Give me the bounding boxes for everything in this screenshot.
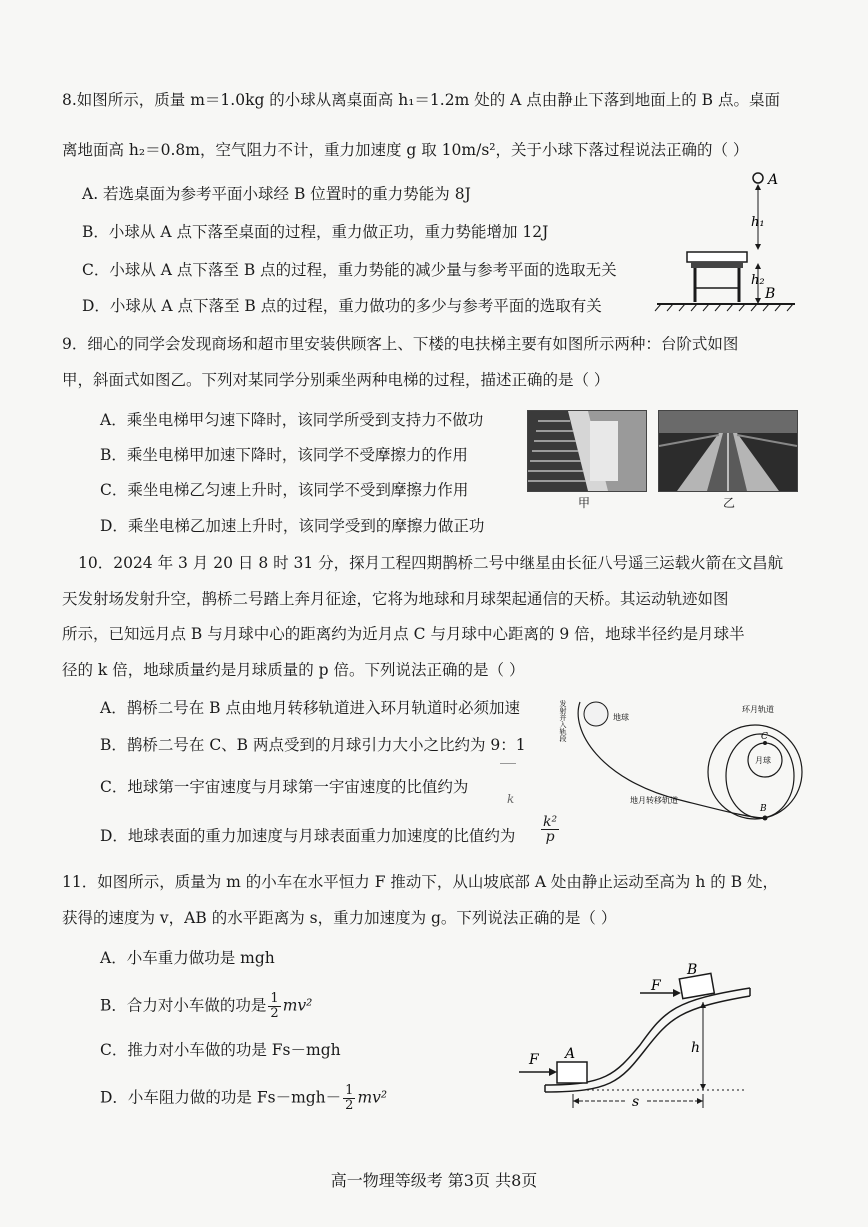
q9-option-c: C．乘坐电梯乙匀速上升时，该同学不受到摩擦力作用 [100, 481, 469, 499]
q9-stem-line1: 9．细心的同学会发现商场和超市里安装供顾客上、下楼的电扶梯主要有如图所示两种：台阶式如图 [62, 335, 739, 353]
label-h1: h₁ [751, 215, 765, 230]
q11-option-d-text: D．小车阻力做的功是 Fs－mgh－ [100, 1088, 342, 1107]
q10-option-c: C．地球第一宇宙速度与月球第一宇宙速度的比值约为 [100, 778, 469, 796]
q8-figure-table-ball [655, 168, 805, 313]
earth-icon [584, 702, 608, 726]
q11-optb-num: 1 [270, 991, 279, 1006]
q11-optd-den: 2 [345, 1098, 354, 1113]
label-launch: 发射并入轨段 [559, 700, 567, 742]
caption-yi: 乙 [723, 496, 736, 510]
q9-option-b: B．乘坐电梯甲加速下降时，该同学不受摩擦力的作用 [100, 446, 468, 464]
q11-option-c: C．推力对小车做的功是 Fs－mgh [100, 1041, 341, 1059]
label-f-bottom: F [529, 1052, 539, 1068]
q10-stem-line1: 10．2024 年 3 月 20 日 8 时 31 分，探月工程四期鹊桥二号中继星由长征八号遥三运载火箭在文昌航 [78, 554, 784, 572]
q9-option-d: D．乘坐电梯乙加速上升时，该同学受到的摩擦力做正功 [100, 517, 485, 535]
q11-optd-num: 1 [345, 1083, 354, 1098]
q10-optd-num: k² [543, 814, 558, 830]
q8-stem-line2: 离地面高 h₂＝0.8m，空气阻力不计，重力加速度 g 取 10m/s²，关于小球下落过程说法正确的（ ） [62, 141, 749, 159]
label-c: C [761, 732, 768, 742]
q9-option-a: A．乘坐电梯甲匀速下降时，该同学所受到支持力不做功 [100, 411, 484, 429]
label-b-slope: B [687, 962, 698, 978]
q11-option-a: A．小车重力做功是 mgh [100, 949, 275, 967]
label-a-slope: A [565, 1046, 576, 1062]
q8-option-a: A. 若选桌面为参考平面小球经 B 位置时的重力势能为 8J [82, 185, 471, 203]
q8-stem-line1: 8.如图所示，质量 m＝1.0kg 的小球从离桌面高 h₁＝1.2m 处的 A 点由静止下落到地面上的 B 点。桌面 [62, 91, 780, 109]
label-f-top: F [651, 978, 661, 994]
q10-option-d: D．地球表面的重力加速度与月球表面重力加速度的比值约为 [100, 827, 516, 845]
escalator-ramp-photo [658, 410, 798, 492]
label-b-orbit: B [760, 804, 767, 814]
q11-optb-den: 2 [270, 1006, 279, 1021]
q11-stem-line1: 11．如图所示，质量为 m 的小车在水平恒力 F 推动下，从山坡底部 A 处由静止运动至高为 h 的 B 处， [62, 873, 779, 891]
q8-option-b: B．小球从 A 点下落至桌面的过程，重力做正功，重力势能增加 12J [82, 223, 549, 241]
label-h: h [691, 1040, 701, 1056]
q10-option-a: A．鹊桥二号在 B 点由地月转移轨道进入环月轨道时必须加速 [100, 699, 520, 717]
q8-option-c: C．小球从 A 点下落至 B 点的过程，重力势能的减少量与参考平面的选取无关 [82, 261, 617, 279]
q10-stem-line2: 天发射场发射升空，鹊桥二号踏上奔月征途，它将为地球和月球架起通信的天桥。其运动轨迹如图 [62, 590, 729, 608]
label-b: B [765, 286, 776, 302]
caption-jia: 甲 [578, 496, 591, 510]
label-moon: 月球 [755, 756, 771, 765]
q11-option-b-text: B．合力对小车做的功是 [100, 996, 267, 1015]
q10-optc-fraction-bar [500, 763, 516, 764]
q9-stem-line2: 甲，斜面式如图乙。下列对某同学分别乘坐两种电梯的过程，描述正确的是（ ） [62, 371, 610, 389]
q10-optd-den: p [545, 829, 555, 845]
page-footer: 高一物理等级考 第3页 共8页 [330, 1171, 538, 1190]
q10-optc-k: k [507, 792, 515, 806]
escalator-step-photo [527, 410, 647, 492]
q11-optd-post: mv² [357, 1088, 388, 1107]
label-h2: h₂ [751, 273, 765, 288]
q11-option-d [100, 1084, 387, 1113]
q11-option-b [100, 992, 312, 1021]
cart-a-icon [557, 1062, 587, 1083]
q11-optb-post: mv² [282, 996, 313, 1015]
ball-icon [753, 173, 763, 183]
label-earth: 地球 [613, 713, 629, 722]
q10-orbit-figure [560, 690, 810, 830]
label-orbit: 环月轨道 [742, 705, 774, 714]
label-transfer: 地月转移轨道 [630, 796, 678, 805]
label-s: s [632, 1094, 640, 1110]
q10-optd-fraction [539, 815, 561, 844]
q8-option-d: D．小球从 A 点下落至 B 点的过程，重力做功的多少与参考平面的选取有关 [82, 297, 602, 315]
q10-stem-line4: 径的 k 倍，地球质量约是月球质量的 p 倍。下列说法正确的是（ ） [62, 661, 525, 679]
q10-stem-line3: 所示，已知远月点 B 与月球中心的距离约为近月点 C 与月球中心距离的 9 倍，地球半径约是月球半 [62, 625, 745, 643]
q11-stem-line2: 获得的速度为 v，AB 的水平距离为 s，重力加速度为 g。下列说法正确的是（ ） [62, 909, 617, 927]
q11-slope-figure [515, 960, 775, 1120]
label-a: A [768, 172, 779, 188]
q10-option-b: B．鹊桥二号在 C、B 两点受到的月球引力大小之比约为 9：1 [100, 736, 526, 754]
